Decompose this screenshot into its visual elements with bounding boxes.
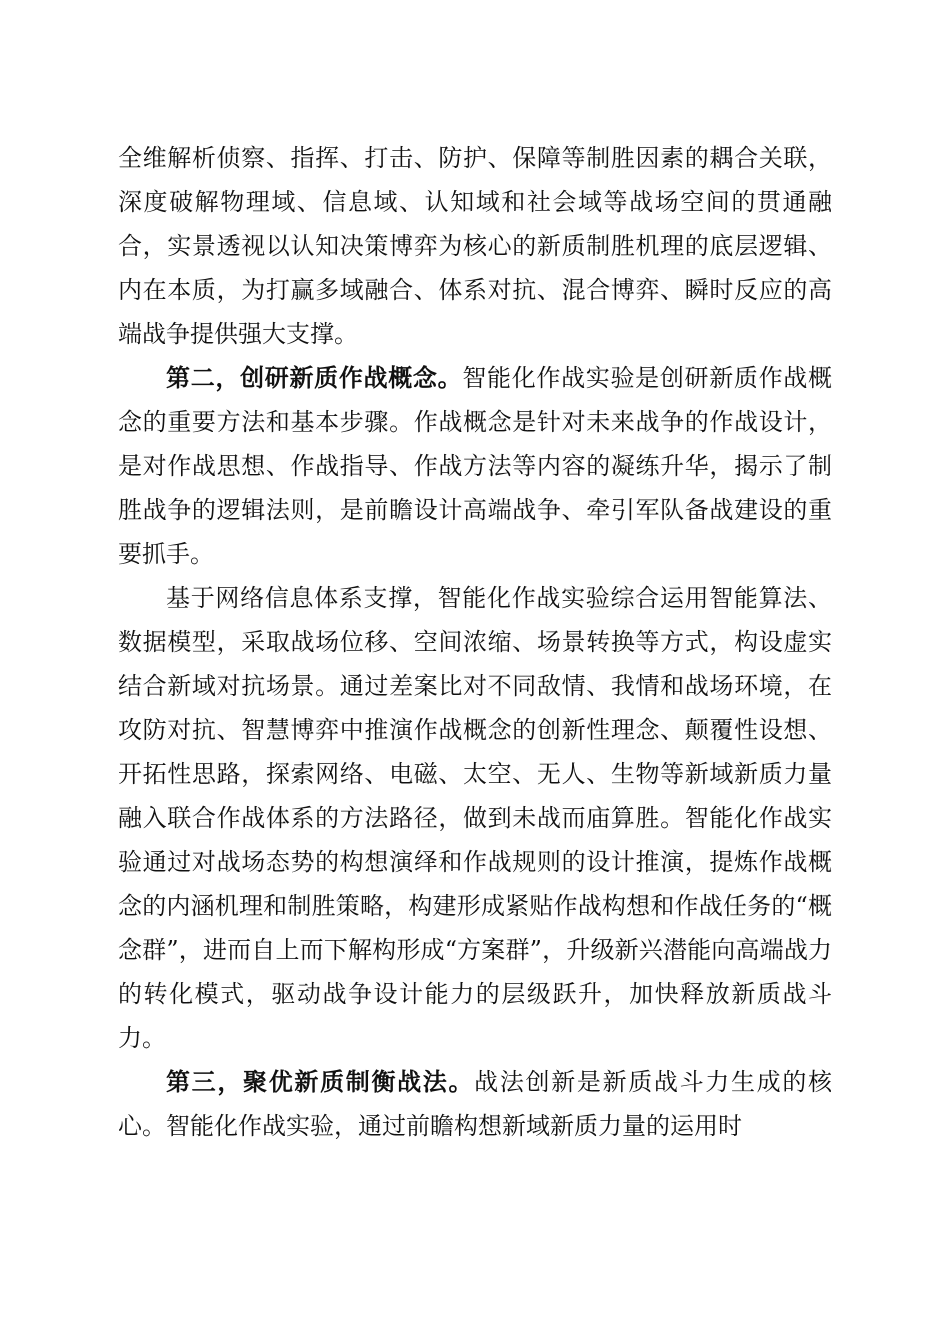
paragraph-text: 全维解析侦察、指挥、打击、防护、保障等制胜因素的耦合关联，深度破解物理域、信息域、认知域和社会域等战场空间的贯通融合，实景透视以认知决策博弈为核心的新质制胜机理的底层逻辑、内在本质，为打赢多域融合、体系对抗、混合博弈、瞬时反应的高端战争提供强大支撑。 [118,144,832,348]
paragraph-continuation [118,136,832,356]
paragraph-text: 基于网络信息体系支撑，智能化作战实验综合运用智能算法、数据模型，采取战场位移、空间浓缩、场景转换等方式，构设虚实结合新域对抗场景。通过差案比对不同敌情、我情和战场环境，在攻防对抗、智慧博弈中推演作战概念的创新性理念、颠覆性设想、开拓性思路，探索网络、电磁、太空、无人、生物等新域新质力量融入联合作战体系的方法路径，做到未战而庙算胜。智能化作战实验通过对战场态势的构想演绎和作战规则的设计推演，提炼作战概念的内涵机理和制胜策略，构建形成紧贴作战构想和作战任务的“概念群”，进而自上而下解构形成“方案群”，升级新兴潜能向高端战力的转化模式，驱动战争设计能力的层级跃升，加快释放新质战斗力。 [118,584,832,1052]
paragraph-section-three [118,1060,832,1148]
section-heading: 第三，聚优新质制衡战法。 [166,1067,475,1096]
paragraph-network-support [118,576,832,1060]
paragraph-text: 战法创新是新质战斗力生成的核心。智能化作战实验，通过前瞻构想新域新质力量的运用时 [118,1068,833,1140]
document-page [118,136,832,1148]
paragraph-section-two [118,356,832,576]
paragraph-text: 智能化作战实验是创研新质作战概念的重要方法和基本步骤。作战概念是针对未来战争的作战设计，是对作战思想、作战指导、作战方法等内容的凝练升华，揭示了制胜战争的逻辑法则，是前瞻设计高端战争、牵引军队备战建设的重要抓手。 [118,364,833,568]
section-heading: 第二，创研新质作战概念。 [166,363,463,392]
